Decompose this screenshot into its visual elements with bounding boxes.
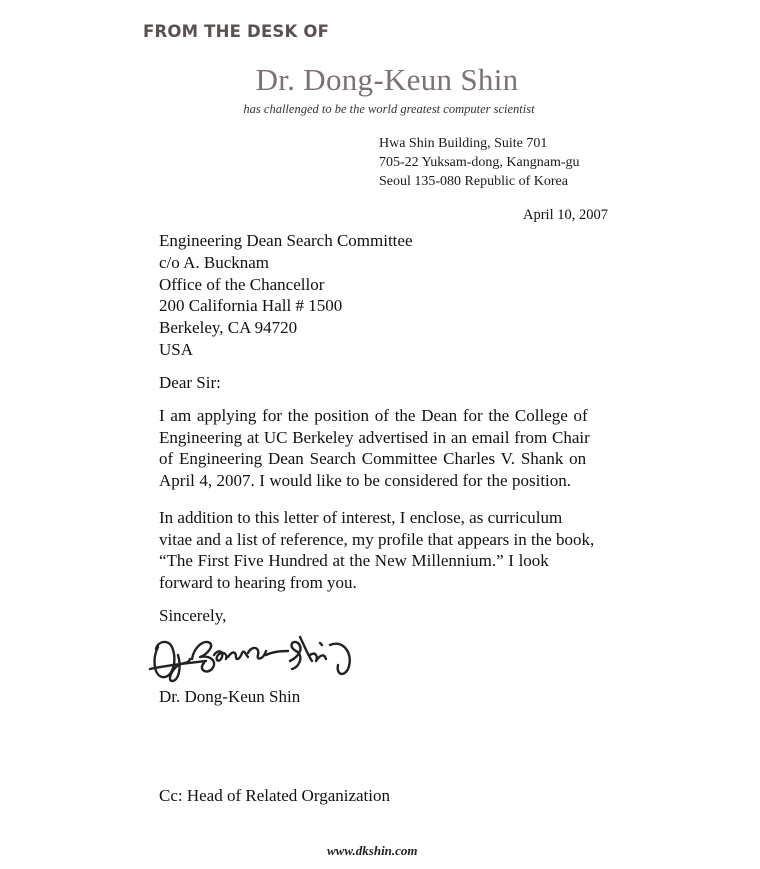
body-paragraph-2-line: In addition to this letter of interest, I enclose, as curriculum <box>159 508 563 527</box>
address-line: 705-22 Yuksam-dong, Kangnam-gu <box>379 155 580 170</box>
closing: Sincerely, <box>159 606 227 625</box>
body-paragraph-2-line: vitae and a list of reference, my profile that appears in the book, <box>159 530 595 549</box>
body-paragraph-2-line: “The First Five Hundred at the New Millennium.” I look <box>159 551 549 570</box>
recipient-line: Office of the Chancellor <box>159 275 325 294</box>
body-paragraph-1-line: April 4, 2007. I would like to be considered for the position. <box>159 471 572 490</box>
salutation: Dear Sir: <box>159 373 221 392</box>
body-paragraph-1-line: of Engineering Dean Search Committee Charles V. Shank on <box>159 449 587 468</box>
website-link[interactable]: www.dkshin.com <box>327 843 418 858</box>
letterhead-name: Dr. Dong-Keun Shin <box>255 62 519 97</box>
body-paragraph-2-line: forward to hearing from you. <box>159 573 357 592</box>
body-paragraph-1-line: I am applying for the position of the Dean for the College of <box>159 406 588 425</box>
recipient-line: Berkeley, CA 94720 <box>159 318 298 337</box>
address-line: Hwa Shin Building, Suite 701 <box>379 136 548 151</box>
handwritten-signature <box>148 625 388 690</box>
desk-header: FROM THE DESK OF <box>143 22 330 41</box>
cc-line: Cc: Head of Related Organization <box>159 786 390 805</box>
recipient-line: Engineering Dean Search Committee <box>159 231 413 250</box>
recipient-line: USA <box>159 340 194 359</box>
signer-name: Dr. Dong-Keun Shin <box>159 687 301 706</box>
letterhead-tagline: has challenged to be the world greatest computer scientist <box>243 102 535 116</box>
address-line: Seoul 135-080 Republic of Korea <box>379 174 568 189</box>
recipient-line: c/o A. Bucknam <box>159 253 270 272</box>
body-paragraph-1-line: Engineering at UC Berkeley advertised in an email from Chair <box>159 428 590 447</box>
recipient-line: 200 California Hall # 1500 <box>159 296 343 315</box>
letter-date: April 10, 2007 <box>523 207 608 223</box>
